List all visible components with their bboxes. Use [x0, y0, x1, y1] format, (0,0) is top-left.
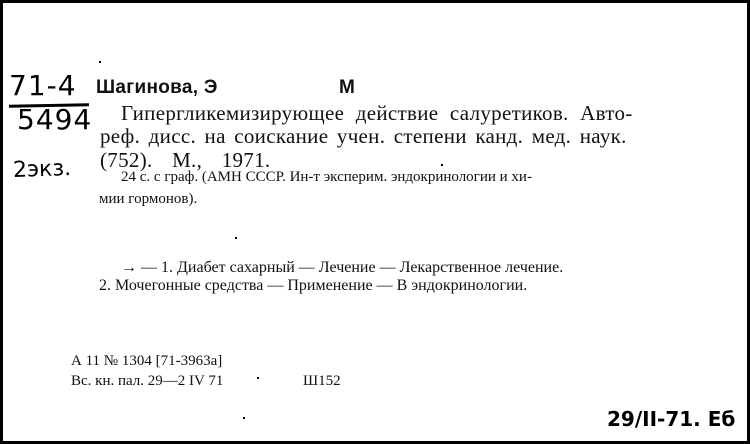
- footer-line-2-left: Вс. кн. пал. 29—2 IV 71: [71, 373, 224, 389]
- scan-speck: [257, 377, 259, 379]
- handwritten-copies: 2экз.: [12, 155, 72, 184]
- handwritten-date-signature: 29/II-71. Еб: [607, 407, 736, 431]
- shelf-letter: М: [339, 77, 356, 98]
- scan-speck: [441, 164, 443, 166]
- author-name: Шагинова, Э: [96, 77, 218, 98]
- footer-line-2-right: Ш152: [303, 373, 341, 389]
- footer-line-1: А 11 № 1304 [71-3963а]: [71, 353, 223, 369]
- scan-speck: [99, 61, 101, 63]
- title-line-2: реф. дисс. на соискание учен. степени канд. мед. наук.: [100, 124, 627, 148]
- subject-line-1: → — 1. Диабет сахарный — Лечение — Лекарственное лечение.: [121, 259, 564, 276]
- collation-line-2: мии гормонов).: [99, 191, 198, 207]
- scan-speck: [235, 237, 237, 239]
- scan-speck: [243, 417, 245, 419]
- title-line-3: (752). М., 1971.: [100, 148, 271, 172]
- title-line-1: Гипергликемизирующее действие салуретиков. Авто-: [121, 101, 633, 125]
- collation-line-1: 24 с. с граф. (АМН СССР. Ин-т эксперим. эндокринологии и хи-: [121, 169, 532, 185]
- handwritten-code-top: 71-4: [9, 69, 77, 102]
- handwritten-code-bottom: 5494: [17, 103, 93, 136]
- subject-line-2: 2. Мочегонные средства — Применение — В эндокринологии.: [99, 277, 528, 294]
